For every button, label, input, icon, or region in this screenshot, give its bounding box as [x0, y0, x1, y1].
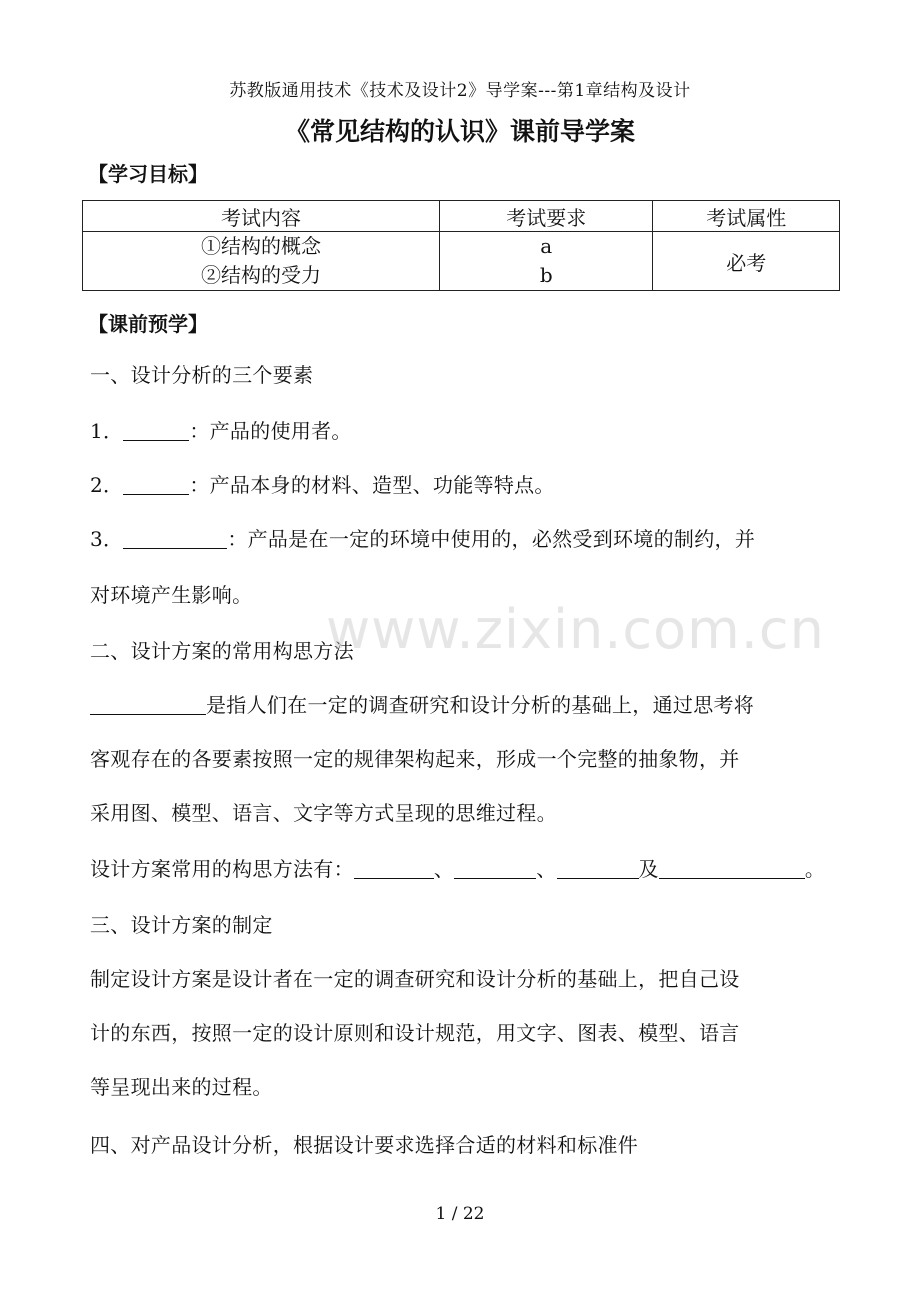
section-2-para-line-3: 采用图、模型、语言、文字等方式呈现的思维过程。 [90, 801, 557, 825]
period: 。 [804, 857, 826, 881]
requirement-cell [440, 232, 653, 291]
requirement-item: a [540, 234, 553, 258]
column-header-content: 考试内容 [83, 201, 440, 232]
methods-lead: 设计方案常用的构思方法有： [90, 857, 354, 881]
column-header-requirement: 考试要求 [440, 201, 653, 232]
item-1-line [90, 404, 850, 458]
fill-in-blank[interactable] [454, 858, 536, 879]
separator: 、 [433, 857, 455, 881]
item-1-text: ：产品的使用者。 [189, 419, 352, 443]
section-3-para-line-3: 等呈现出来的过程。 [90, 1075, 273, 1099]
watermark: www.zixin.com.cn [326, 598, 825, 661]
table-header-row [83, 201, 840, 232]
running-header: 苏教版通用技术《技术及设计2》导学案---第1章结构及设计 [229, 81, 691, 101]
item-3-text: ：产品是在一定的环境中使用的，必然受到环境的制约，并 [227, 527, 756, 551]
fill-in-blank[interactable] [557, 858, 639, 879]
document-title: 《常见结构的认识》课前导学案 [284, 117, 635, 146]
fill-in-blank[interactable] [123, 474, 189, 495]
fill-in-blank[interactable] [354, 858, 434, 879]
item-2-line [90, 458, 850, 512]
section-2-para-line-1 [90, 678, 850, 732]
learning-objectives-heading: 【学习目标】 [88, 162, 208, 186]
fill-in-blank[interactable] [90, 694, 206, 715]
objectives-table [82, 200, 840, 291]
section-2-text: 是指人们在一定的调查研究和设计分析的基础上，通过思考将 [206, 693, 755, 717]
section-4-title: 四、对产品设计分析，根据设计要求选择合适的材料和标准件 [90, 1133, 639, 1157]
item-2-number: 2． [90, 473, 124, 497]
fill-in-blank[interactable] [123, 420, 189, 441]
item-3-number: 3． [90, 527, 124, 551]
section-2-para-line-2: 客观存在的各要素按照一定的规律架构起来，形成一个完整的抽象物，并 [90, 747, 740, 771]
section-3-para-line-1: 制定设计方案是设计者在一定的调查研究和设计分析的基础上，把自己设 [90, 967, 740, 991]
item-3-continuation: 对环境产生影响。 [90, 583, 253, 607]
requirement-item: b [539, 263, 553, 287]
content-item: ②结构的受力 [201, 263, 322, 287]
preview-heading: 【课前预学】 [88, 312, 208, 336]
section-1-title: 一、设计分析的三个要素 [90, 363, 314, 387]
methods-line [90, 842, 850, 896]
column-header-attribute: 考试属性 [653, 201, 840, 232]
item-3-line [90, 512, 850, 566]
page-number: 1 / 22 [435, 1204, 485, 1224]
fill-in-blank[interactable] [659, 858, 805, 879]
separator: 、 [536, 857, 557, 881]
attribute-cell: 必考 [653, 232, 840, 291]
item-1-number: 1． [90, 419, 124, 443]
table-row [83, 232, 840, 291]
content-cell [83, 232, 440, 291]
section-2-title: 二、设计方案的常用构思方法 [90, 639, 354, 663]
item-2-text: ：产品本身的材料、造型、功能等特点。 [189, 473, 555, 497]
fill-in-blank[interactable] [123, 528, 227, 549]
content-item: ①结构的概念 [201, 234, 322, 258]
conjunction: 及 [638, 857, 659, 881]
section-3-title: 三、设计方案的制定 [90, 913, 273, 937]
section-3-para-line-2: 计的东西，按照一定的设计原则和设计规范，用文字、图表、模型、语言 [90, 1021, 740, 1045]
